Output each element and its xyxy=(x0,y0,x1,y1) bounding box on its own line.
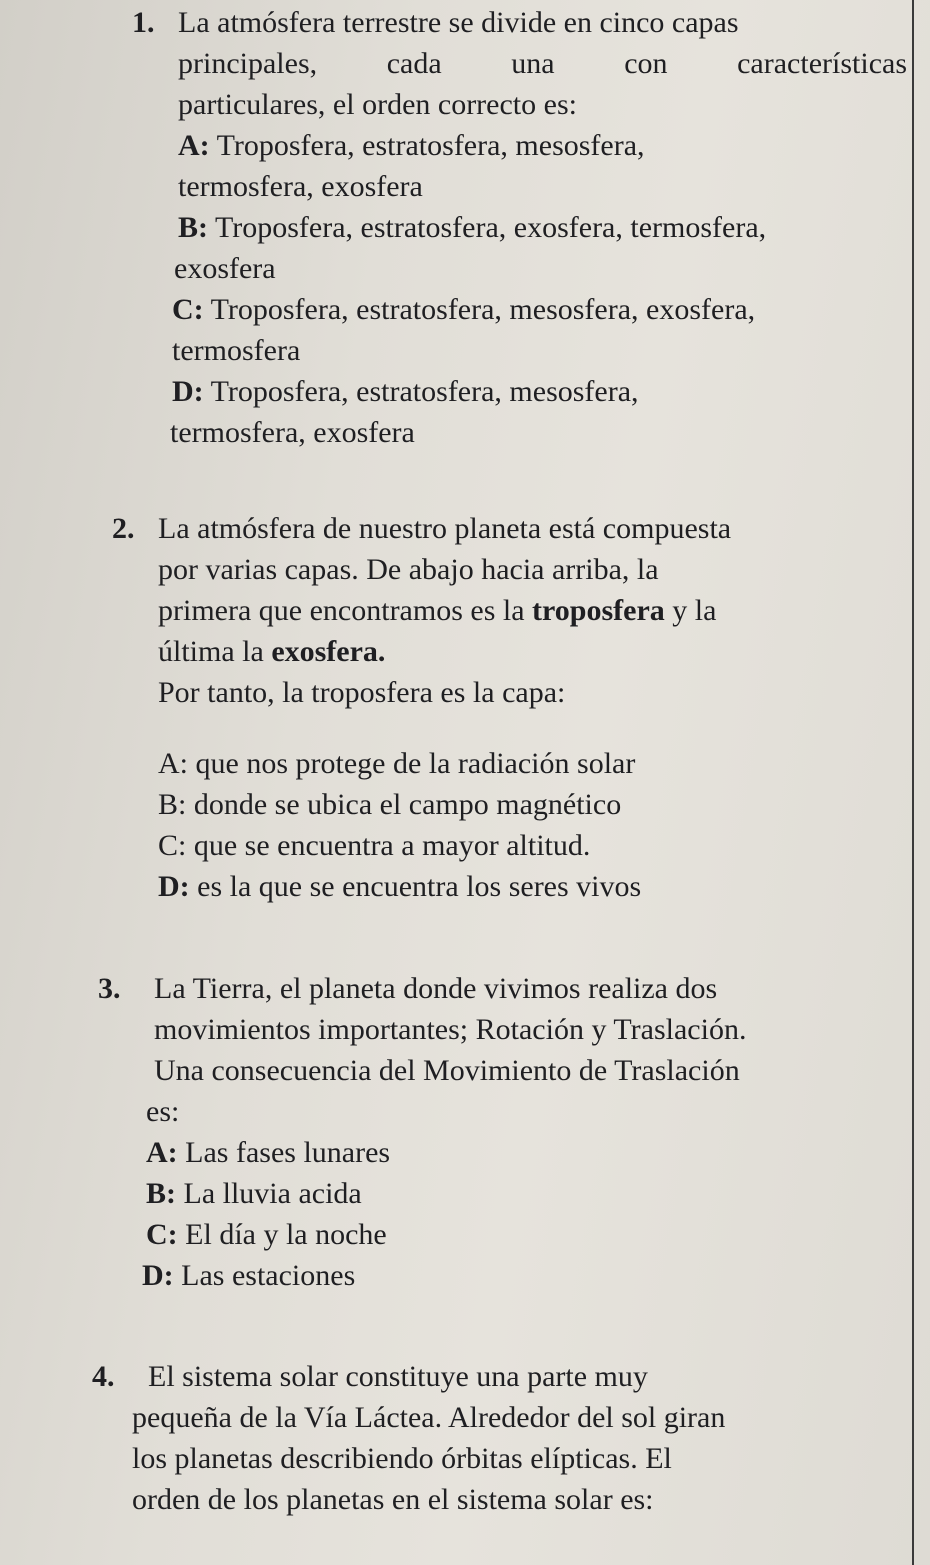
option-c xyxy=(98,1214,888,1255)
option-a xyxy=(98,1132,888,1173)
option-letter: B: xyxy=(146,1177,176,1210)
question-number: 1. xyxy=(132,6,155,39)
option-text: donde se ubica el campo magnético xyxy=(193,788,622,821)
stem-line: última la xyxy=(158,635,264,668)
option-letter: A: xyxy=(158,747,188,780)
option-text: Troposfera, estratosfera, mesosfera, xyxy=(210,375,639,408)
stem-line: La Tierra, el planeta donde vivimos realiza dos xyxy=(154,972,718,1005)
stem-line: Una consecuencia del Movimiento de Traslación xyxy=(154,1054,740,1087)
question-1-stem xyxy=(132,2,907,43)
option-letter: D: xyxy=(142,1259,174,1292)
option-b xyxy=(112,784,882,825)
option-text-cont: termosfera, exosfera xyxy=(170,416,415,449)
question-2-stem xyxy=(112,508,882,549)
question-3-stem xyxy=(98,968,888,1009)
option-text: Troposfera, estratosfera, mesosfera, xyxy=(216,129,645,162)
stem-line: y la xyxy=(672,594,717,627)
option-letter: A: xyxy=(178,129,210,162)
option-text: Las estaciones xyxy=(181,1259,356,1292)
option-text: La lluvia acida xyxy=(183,1177,362,1210)
option-b xyxy=(132,207,907,248)
option-c xyxy=(132,289,907,330)
option-letter: B: xyxy=(158,788,187,821)
question-3 xyxy=(98,968,888,1296)
stem-line-bold xyxy=(112,590,882,631)
stem-line: orden de los planetas en el sistema solar es: xyxy=(132,1483,654,1516)
bold-term: troposfera xyxy=(532,594,665,627)
question-4 xyxy=(92,1356,887,1520)
page-margin-rule xyxy=(912,0,914,1565)
option-text-cont: termosfera xyxy=(172,334,301,367)
option-text: que nos protege de la radiación solar xyxy=(195,747,636,780)
option-letter: C: xyxy=(172,293,204,326)
option-c xyxy=(112,825,882,866)
option-text: Las fases lunares xyxy=(185,1136,391,1169)
stem-line: El sistema solar constituye una parte muy xyxy=(148,1360,648,1393)
question-4-stem xyxy=(92,1356,887,1397)
spacer xyxy=(112,713,882,743)
question-number: 3. xyxy=(98,972,121,1005)
option-text: El día y la noche xyxy=(185,1218,387,1251)
stem-line: por varias capas. De abajo hacia arriba, la xyxy=(158,553,659,586)
question-2 xyxy=(112,508,882,907)
option-letter: A: xyxy=(146,1136,178,1169)
option-text: es la que se encuentra los seres vivos xyxy=(197,870,642,903)
option-text: Troposfera, estratosfera, exosfera, termosfera, xyxy=(214,211,767,244)
option-a xyxy=(132,125,907,166)
option-letter: C: xyxy=(146,1218,178,1251)
stem-line: movimientos importantes; Rotación y Traslación. xyxy=(154,1013,747,1046)
option-text-cont: exosfera xyxy=(174,252,276,285)
question-number: 2. xyxy=(112,512,135,545)
option-letter: B: xyxy=(178,211,208,244)
option-d xyxy=(112,866,882,907)
option-text: que se encuentra a mayor altitud. xyxy=(193,829,591,862)
option-d xyxy=(98,1255,888,1296)
stem-line: los planetas describiendo órbitas elípticas. El xyxy=(132,1442,672,1475)
option-text-cont: termosfera, exosfera xyxy=(178,170,423,203)
option-b xyxy=(98,1173,888,1214)
stem-line-bold xyxy=(112,631,882,672)
option-letter: D: xyxy=(172,375,204,408)
option-text: Troposfera, estratosfera, mesosfera, exosfera, xyxy=(210,293,756,326)
question-1 xyxy=(132,2,907,453)
stem-line: primera que encontramos es la xyxy=(158,594,525,627)
option-a xyxy=(112,743,882,784)
stem-line: principales, cada una con características xyxy=(178,47,907,80)
stem-line: La atmósfera terrestre se divide en cinco capas xyxy=(178,6,739,39)
question-number: 4. xyxy=(92,1360,115,1393)
option-letter: C: xyxy=(158,829,187,862)
stem-line: es: xyxy=(146,1095,180,1128)
stem-line: pequeña de la Vía Láctea. Alrededor del sol giran xyxy=(132,1401,726,1434)
bold-term: exosfera. xyxy=(271,635,386,668)
option-d xyxy=(132,371,907,412)
stem-line: Por tanto, la troposfera es la capa: xyxy=(158,676,566,709)
stem-line: particulares, el orden correcto es: xyxy=(178,88,577,121)
option-letter: D: xyxy=(158,870,190,903)
stem-line: La atmósfera de nuestro planeta está compuesta xyxy=(158,512,732,545)
